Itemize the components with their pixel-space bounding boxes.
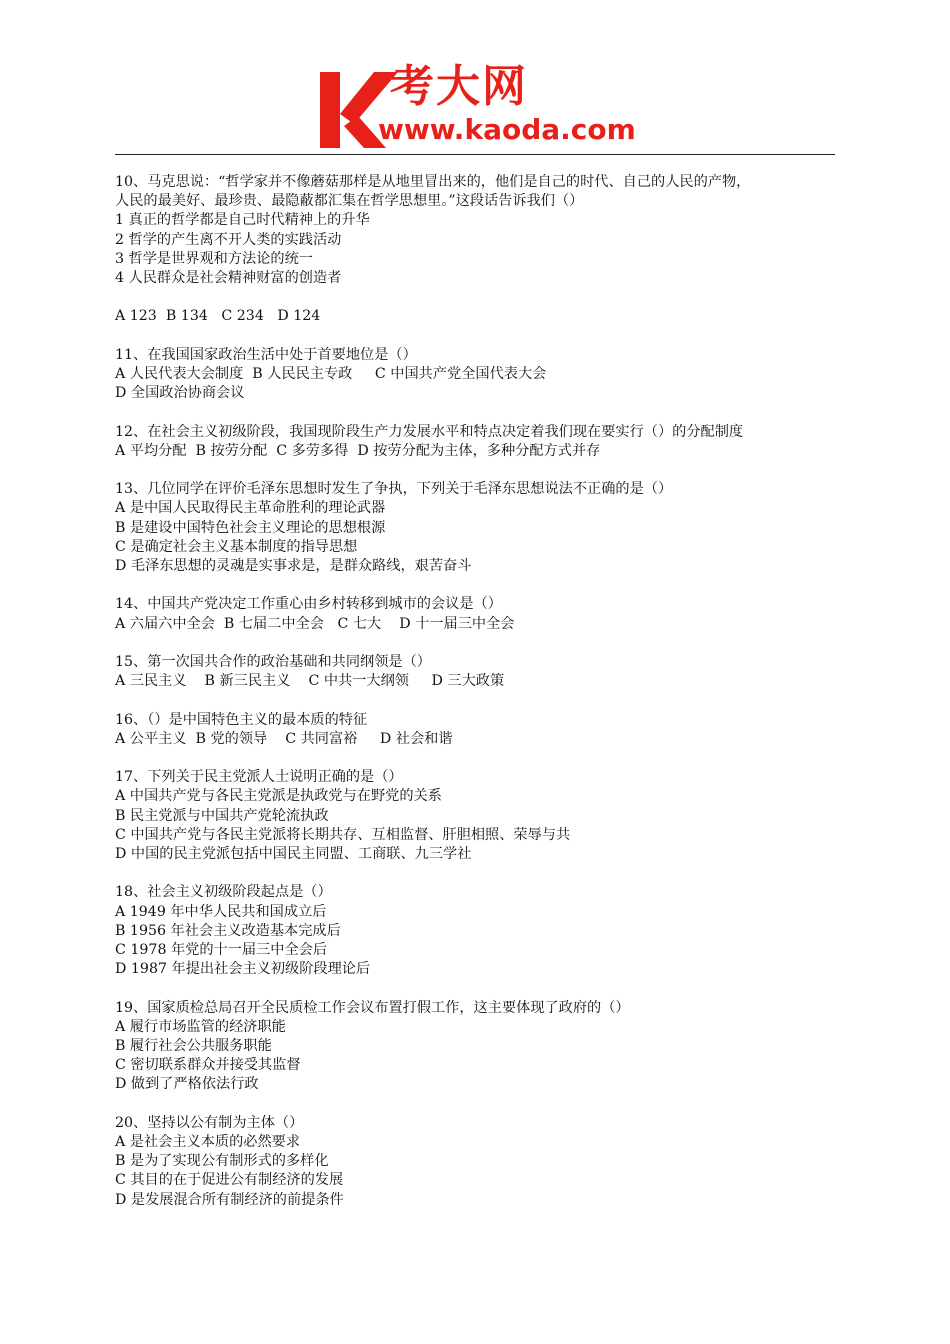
- question-line: A 平均分配 B 按劳分配 C 多劳多得 D 按劳分配为主体，多种分配方式并存: [115, 442, 601, 459]
- question-block: [115, 768, 845, 864]
- logo-url-text: www.kaoda.com: [378, 113, 636, 146]
- question-text: 13、几位同学在评价毛泽东思想时发生了争执，下列关于毛泽东思想说法不正确的是（）: [115, 481, 673, 498]
- question-line: A 履行市场监管的经济职能: [115, 1018, 286, 1035]
- question-text: 18、社会主义初级阶段起点是（）: [115, 884, 332, 901]
- question-line: 2 哲学的产生离不开人类的实践活动: [115, 231, 342, 248]
- question-block: [115, 1114, 845, 1210]
- question-block: [115, 595, 845, 633]
- question-text: 15、第一次国共合作的政治基础和共同纲领是（）: [115, 653, 431, 670]
- question-line: D 全国政治协商会议: [115, 385, 245, 402]
- question-line: D 毛泽东思想的灵魂是实事求是，是群众路线，艰苦奋斗: [115, 558, 472, 574]
- question-block: [115, 346, 845, 404]
- question-line: B 履行社会公共服务职能: [115, 1037, 272, 1054]
- question-line: C 是确定社会主义基本制度的指导思想: [115, 538, 358, 555]
- question-text: 17、下列关于民主党派人士说明正确的是（）: [115, 769, 403, 786]
- question-text: 19、国家质检总局召开全民质检工作会议布置打假工作，这主要体现了政府的（）: [115, 999, 630, 1016]
- question-block: [115, 999, 845, 1095]
- question-block: [115, 711, 845, 749]
- question-line: A 是中国人民取得民主革命胜利的理论武器: [115, 500, 386, 517]
- question-line: C 密切联系群众并接受其监督: [115, 1057, 301, 1074]
- question-line: D 中国的民主党派包括中国民主同盟、工商联、九三学社: [115, 845, 472, 862]
- question-line: 1 真正的哲学都是自己时代精神上的升华: [115, 212, 370, 229]
- question-line: C 中国共产党与各民主党派将长期共存、互相监督、肝胆相照、荣辱与共: [115, 826, 571, 843]
- question-line: B 是为了实现公有制形式的多样化: [115, 1153, 329, 1170]
- question-text: 14、中国共产党决定工作重心由乡村转移到城市的会议是（）: [115, 596, 502, 613]
- question-line: A 公平主义 B 党的领导 C 共同富裕 D 社会和谐: [115, 730, 453, 747]
- question-line: D 是发展混合所有制经济的前提条件: [115, 1191, 344, 1208]
- question-line: 3 哲学是世界观和方法论的统一: [115, 250, 313, 267]
- question-line: A 三民主义 B 新三民主义 C 中共一大纲领 D 三大政策: [115, 673, 505, 690]
- question-line: 4 人民群众是社会精神财富的创造者: [115, 270, 342, 287]
- question-line: A 六届六中全会 B 七届二中全会 C 七大 D 十一届三中全会: [115, 615, 515, 632]
- question-line: B 是建设中国特色社会主义理论的思想根源: [115, 519, 386, 536]
- logo-chinese-text: 考大网: [390, 61, 528, 112]
- question-text: A 123 B 134 C 234 D 124: [115, 308, 321, 325]
- header-divider: [115, 154, 835, 155]
- question-text: 12、在社会主义初级阶段，我国现阶段生产力发展水平和特点决定着我们现在要实行（）的分配制度: [115, 423, 744, 440]
- question-line: 人民的最美好、最珍贵、最隐蔽都汇集在哲学思想里。”这段话告诉我们（）: [115, 193, 584, 210]
- question-line: A 1949 年中华人民共和国成立后: [115, 903, 327, 920]
- question-line: D 1987 年提出社会主义初级阶段理论后: [115, 961, 371, 978]
- question-line: C 1978 年党的十一届三中全会后: [115, 941, 328, 958]
- question-text: 10、马克思说：“哲学家并不像蘑菇那样是从地里冒出来的，他们是自己的时代、自己的人民的产物，: [115, 174, 751, 190]
- question-block: [115, 653, 845, 691]
- question-line: A 中国共产党与各民主党派是执政党与在野党的关系: [115, 788, 442, 805]
- question-block: [115, 883, 845, 979]
- question-line: C 其目的在于促进公有制经济的发展: [115, 1172, 344, 1189]
- question-list: [115, 173, 845, 1229]
- question-block: [115, 480, 845, 576]
- kaoda-logo: [314, 60, 644, 150]
- question-block: [115, 173, 845, 288]
- question-line: A 是社会主义本质的必然要求: [115, 1133, 301, 1150]
- question-text: 20、坚持以公有制为主体（）: [115, 1114, 304, 1131]
- question-text: 11、在我国国家政治生活中处于首要地位是（）: [115, 346, 417, 363]
- question-line: B 1956 年社会主义改造基本完成后: [115, 922, 341, 939]
- question-text: 16、（）是中国特色主义的最本质的特征: [115, 711, 368, 728]
- question-block: [115, 423, 845, 461]
- question-block: [115, 307, 845, 326]
- question-line: B 民主党派与中国共产党轮流执政: [115, 807, 329, 824]
- question-line: D 做到了严格依法行政: [115, 1076, 259, 1093]
- question-line: A 人民代表大会制度 B 人民民主专政 C 中国共产党全国代表大会: [115, 366, 547, 382]
